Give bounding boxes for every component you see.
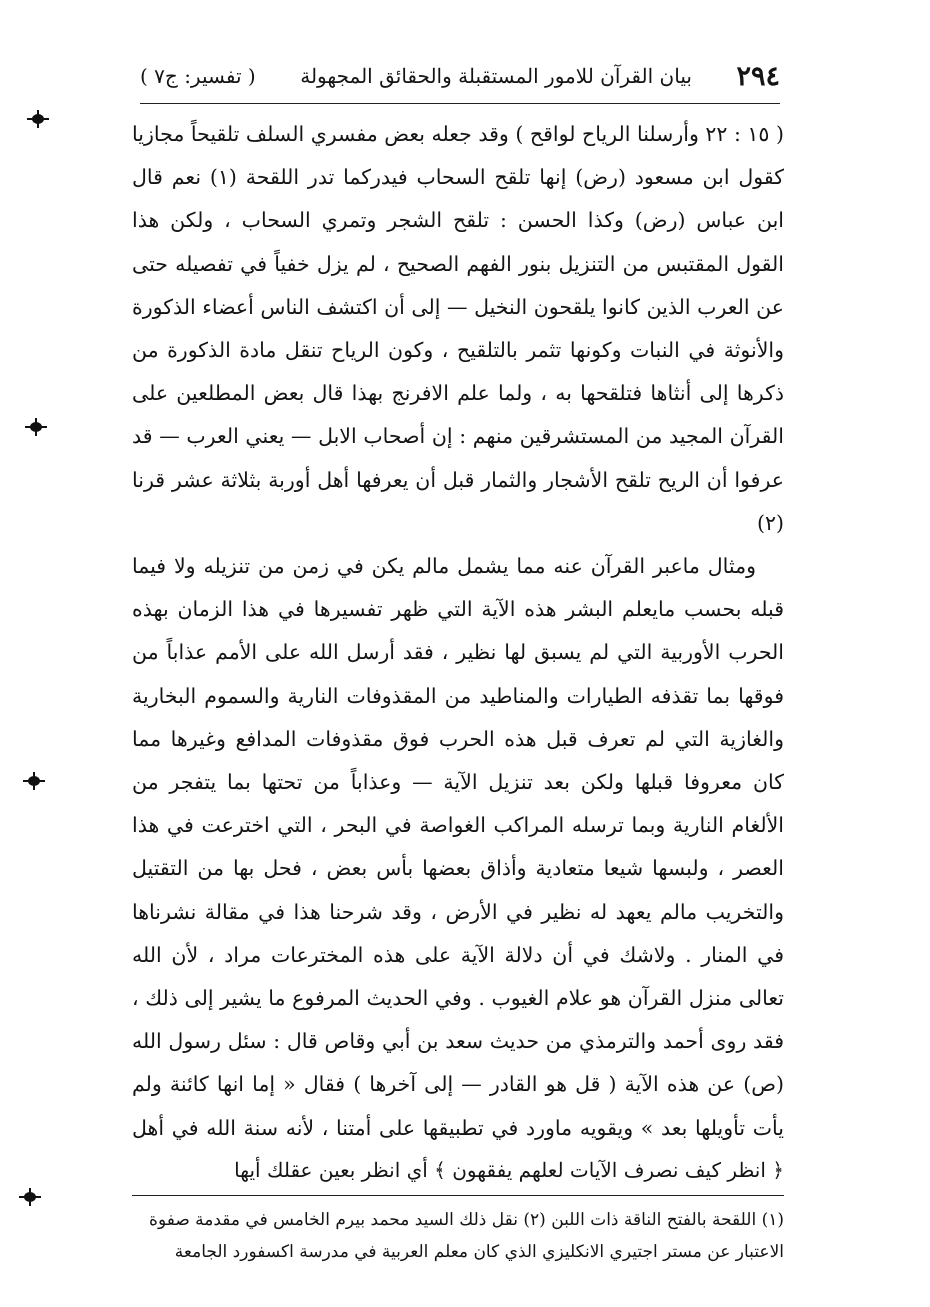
paragraph-war-punishment: ومثال ماعبر القرآن عنه مما يشمل مالم يكن في زمن من تنزيله ولا فيما قبله بحسب مايعلم البشر هذه الآية التي ظهر تفسيرها في هذا الزمان بهذه الحرب الأوربية التي لم يسبق لها نظير ، فقد أرسل الله على الأمم عذاباً من فوقها بما تقذفه الطيارات والمناطيد من المقذوفات النارية والسموم البخارية والغازية التي لم تعرف قبل هذه الحرب فوق مقذوفات المدافع وغيرها مما كان معروفا قبلها ولكن بعد تنزيل الآية — وعذاباً من تحتها بما يتفجر من الألغام النارية وبما ترسله المراكب الغواصة في البحر ، التي اخترعت في هذا العصر ، ولبسها شيعا متعادية وأذاق بعضها بأس بعض ، فحل بها من التقتيل والتخريب مالم يعهد له نظير في الأرض ، وقد شرحنا هذا في مقالة نشرناها في المنار . ولاشك في أن دلالة الآية على هذه المخترعات مراد ، لأن الله تعالى منزل القرآن هو علام الغيوب . وفي الحديث المرفوع ما يشير إلى ذلك ، فقد روى أحمد والترمذي من حديث سعد بن أبي وقاص قال : سئل رسول الله (ص) عن هذه الآية ( قل هو القادر — إلى آخرها ) فقال « إما انها كائنة ولم يأت تأويلها بعد » ويقويه ماورد في تطبيقها على أمتنا ، لأنه سنة الله في أهل — [132, 554, 784, 1140]
footnote-divider — [132, 1195, 784, 1196]
footnote-line-2: الاعتبار عن مستر اجتيري الانكليزي الذي كان معلم العربية في مدرسة اكسفورد الجامعة — [174, 1242, 784, 1262]
paragraph-winds-pollination: ( ١٥ : ٢٢ وأرسلنا الرياح لواقح ) وقد جعله بعض مفسري السلف تلقيحاً مجازيا كقول ابن مسعود (رض) إنها تلقح السحاب فيدركما تدر اللقحة (١) نعم قال ابن عباس (رض) وكذا الحسن : تلقح الشجر وتمري السحاب ، ولكن هذا القول المقتبس من التنزيل بنور الفهم الصحيح ، لم يزل خفياً في تفصيله حتى عن العرب الذين كانوا يلقحون النخيل — إلى أن اكتشف الناس أعضاء الذكورة والأنوثة في النبات وكونها تثمر بالتلقيح ، وكون الرياح تنقل مادة الذكورة من ذكرها إلى أنثاها فتلقحها به ، ولما علم الافرنج بهذا قال بعض المطلعين على القرآن المجيد من المستشرقين منهم : إن أصحاب الابل — يعني العرب — قد عرفوا أن الريح تلقح الأشجار والثمار قبل أن يعرفها أهل أوربة بثلاثة عشر قرنا (٢) — [132, 122, 784, 535]
footnotes — [132, 1204, 784, 1294]
header-volume-reference: ( تفسير: ج٧ ) — [140, 64, 256, 88]
header-title: بيان القرآن للامور المستقبلة والحقائق المجهولة — [300, 64, 692, 88]
scan-speck-mark — [24, 1192, 36, 1202]
quran-verse-line: ﴿ انظر كيف نصرف الآيات لعلهم يفقهون ﴾ أي انظر بعين عقلك أيها — [234, 1158, 784, 1182]
scan-speck-mark — [28, 776, 40, 786]
page-number: ٢٩٤ — [736, 60, 780, 92]
scan-speck-mark — [32, 114, 44, 124]
main-text — [132, 113, 784, 1143]
header-divider — [140, 103, 780, 104]
footnote-line-1: (١) اللقحة بالفتح الناقة ذات اللبن (٢) نقل ذلك السيد محمد بيرم الخامس في مقدمة صفوة — [149, 1210, 784, 1230]
running-header — [140, 52, 780, 100]
scan-speck-mark — [30, 422, 42, 432]
